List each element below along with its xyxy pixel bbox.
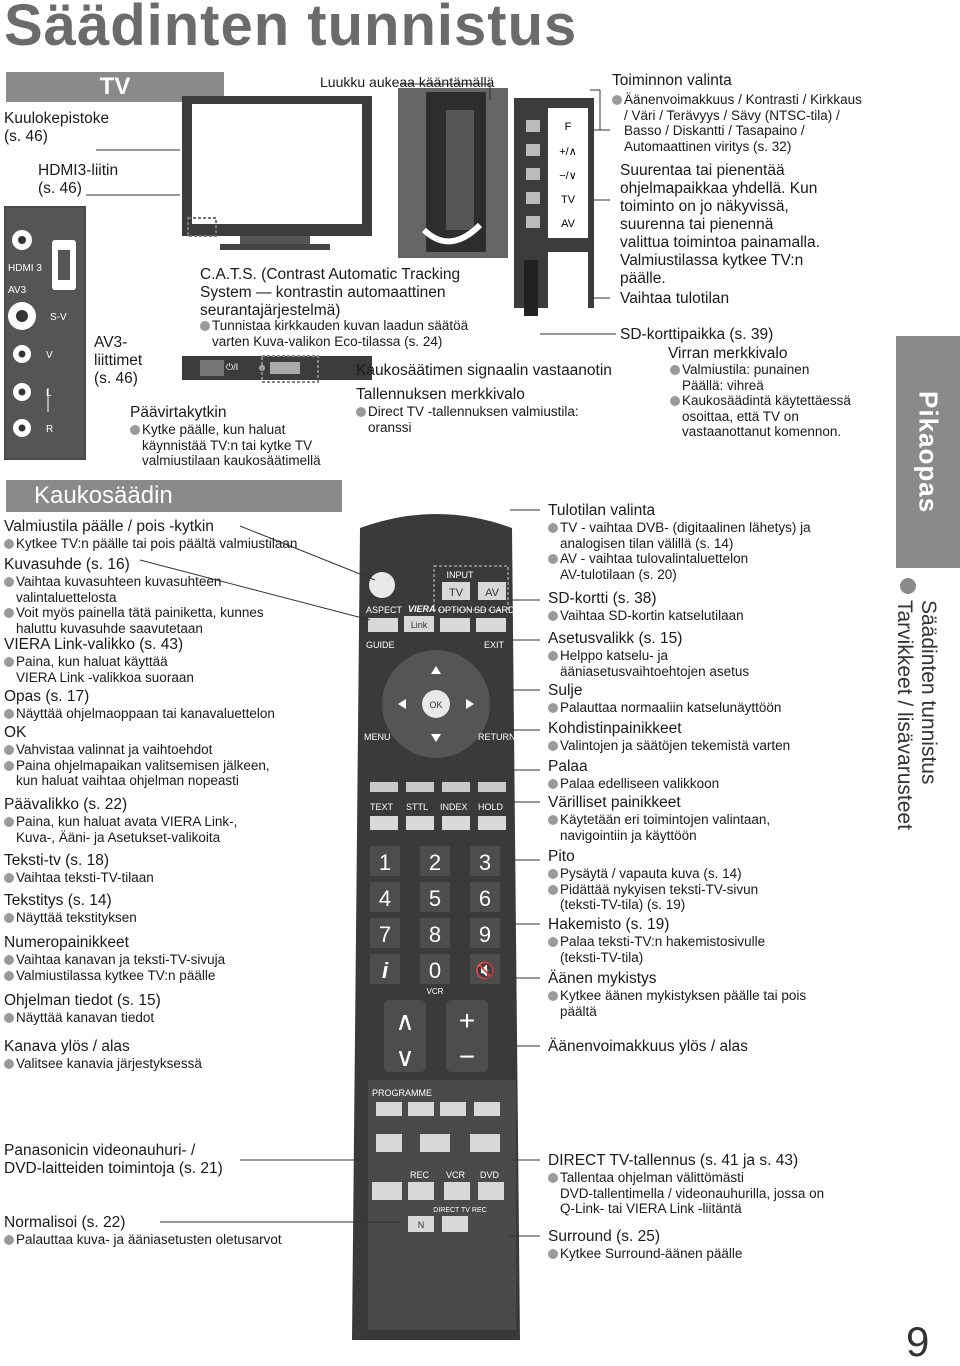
svg-text:+: + bbox=[458, 1005, 476, 1036]
remote-right-block bbox=[548, 720, 790, 754]
description-line bbox=[4, 1010, 161, 1026]
description-title: Teksti-tv (s. 18) bbox=[4, 852, 110, 869]
svg-text:9: 9 bbox=[478, 922, 492, 947]
description-line-text: Näyttää tekstityksen bbox=[16, 910, 137, 925]
svg-text:INPUT: INPUT bbox=[446, 570, 474, 580]
description-line-text: Kuva-, Ääni- ja Asetukset-valikoita bbox=[16, 829, 221, 845]
svg-text:N: N bbox=[417, 1220, 425, 1230]
description-line-text: Vaihtaa kuvasuhteen kuvasuhteen bbox=[16, 574, 222, 589]
svg-text:i: i bbox=[381, 958, 389, 983]
panel-btn-tv: TV bbox=[560, 194, 576, 206]
description-line bbox=[548, 551, 811, 567]
label-func-sub: Äänenvoimakkuus / Kontrasti / Kirkkaus / Väri / Terävyys / Sävy (NTSC-tila) / Basso / Diskantti / Tasapaino / Automaattinen viritys (s. 32) bbox=[612, 92, 862, 154]
description-line bbox=[548, 897, 758, 913]
description-line-text: Näyttää ohjelmaoppaan tai kanavaluettelon bbox=[16, 706, 275, 721]
label-rec-ind-sub: Direct TV -tallennuksen valmiustila: oranssi bbox=[356, 404, 579, 435]
description-line bbox=[4, 654, 194, 670]
description-line-text: analogisen tilan välillä (s. 14) bbox=[560, 535, 734, 551]
svg-text:RETURN: RETURN bbox=[478, 732, 516, 742]
description-line bbox=[4, 605, 264, 621]
remote-right-block bbox=[548, 682, 781, 716]
description-title: Äänenvoimakkuus ylös / alas bbox=[548, 1038, 748, 1055]
description-line bbox=[4, 1056, 202, 1072]
description-title: Tekstitys (s. 14) bbox=[4, 892, 112, 909]
svg-text:7: 7 bbox=[378, 922, 392, 947]
description-line bbox=[548, 536, 811, 552]
svg-text:TEXT: TEXT bbox=[370, 802, 394, 812]
svg-text:OPTION: OPTION bbox=[438, 605, 473, 615]
description-line-text: Pidättää nykyisen teksti-TV-sivun bbox=[560, 881, 759, 897]
remote-sdcard-button[interactable] bbox=[476, 618, 506, 632]
description-line bbox=[4, 968, 225, 984]
remote-right-block bbox=[548, 970, 806, 1019]
description-line-text: Vaihtaa teksti-TV-tilaan bbox=[16, 870, 154, 885]
label-zoom: Suurentaa tai pienentää ohjelmapaikkaa yhdellä. Kun toiminto on jo näkyvissä, suurenna tai pienennä valittua toimintoa painamalla. Valmiustilassa kytkee TV:n päälle. bbox=[620, 162, 820, 287]
svg-text:GUIDE: GUIDE bbox=[366, 640, 395, 650]
description-line-text: Palaa teksti-TV:n hakemistosivulle bbox=[560, 934, 766, 949]
description-line-text: VIERA Link -valikkoa suoraan bbox=[16, 669, 194, 685]
side-nav-item-1[interactable]: Säädinten tunnistus bbox=[917, 600, 940, 785]
description-title: Päävalikko (s. 22) bbox=[4, 796, 128, 813]
description-line bbox=[548, 866, 758, 882]
label-receiver: Kaukosäätimen signaalin vastaanotin bbox=[356, 362, 612, 379]
side-dots bbox=[900, 578, 916, 596]
remote-power-button[interactable] bbox=[369, 572, 395, 598]
remote-left-block bbox=[4, 724, 270, 789]
description-line bbox=[548, 738, 790, 754]
remote-left-block bbox=[4, 556, 264, 636]
svg-text:3: 3 bbox=[478, 850, 492, 875]
description-title: DVD-laitteiden toimintoja (s. 21) bbox=[4, 1160, 223, 1177]
label-cats: C.A.T.S. (Contrast Automatic Tracking System — kontrastin automaattinen seurantajärjestelmä) bbox=[200, 266, 461, 319]
description-line bbox=[548, 1246, 742, 1262]
description-title: Äänen mykistys bbox=[548, 970, 657, 987]
panel-btn-down: −/∨ bbox=[559, 170, 577, 182]
description-line bbox=[548, 1004, 806, 1020]
svg-text:EXIT: EXIT bbox=[484, 640, 505, 650]
description-title: Pito bbox=[548, 848, 575, 865]
description-line bbox=[4, 574, 264, 590]
description-line-text: päältä bbox=[560, 1003, 597, 1019]
svg-text:0: 0 bbox=[428, 958, 442, 983]
description-line-text: Kytkee TV:n päälle tai pois päältä valmiustilaan bbox=[16, 536, 298, 551]
label-cats-sub: Tunnistaa kirkkauden kuvan laadun säätöä varten Kuva-valikon Eco-tilassa (s. 24) bbox=[200, 318, 468, 349]
description-title: Kohdistinpainikkeet bbox=[548, 720, 682, 737]
label-headphone: Kuulokepistoke (s. 46) bbox=[4, 110, 110, 145]
svg-text:2: 2 bbox=[428, 850, 442, 875]
panel-btn-av: AV bbox=[561, 218, 575, 230]
remote-left-block bbox=[4, 934, 225, 983]
side-nav-text bbox=[892, 600, 940, 830]
description-line-text: Valintojen ja säätöjen tekemistä varten bbox=[560, 738, 791, 753]
description-line bbox=[4, 742, 270, 758]
description-line-text: Näyttää kanavan tiedot bbox=[16, 1010, 155, 1025]
remote-right-block bbox=[548, 794, 770, 843]
description-line-text: Kytkee äänen mykistyksen päälle tai pois bbox=[560, 988, 807, 1003]
svg-text:REC: REC bbox=[410, 1170, 430, 1180]
port-label-hdmi: HDMI 3 bbox=[8, 263, 42, 274]
description-line-text: navigointiin ja käyttöön bbox=[560, 827, 697, 843]
svg-text:VIERA: VIERA bbox=[408, 604, 436, 614]
description-line bbox=[548, 700, 781, 716]
remote-right-block bbox=[548, 758, 719, 792]
tv-bottom-strip bbox=[182, 356, 372, 382]
svg-text:6: 6 bbox=[478, 886, 492, 911]
description-line-text: Voit myös painella tätä painiketta, kunnes bbox=[16, 605, 264, 620]
description-title: SD-kortti (s. 38) bbox=[548, 590, 657, 607]
remote-left-block bbox=[4, 992, 161, 1026]
description-line-text: AV-tulotilaan (s. 20) bbox=[560, 566, 677, 582]
port-label-l: L bbox=[46, 388, 52, 399]
description-line-text: Vaihtaa SD-kortin katselutilaan bbox=[560, 608, 744, 623]
description-title: Surround (s. 25) bbox=[548, 1228, 660, 1245]
description-line bbox=[4, 536, 297, 552]
remote-dvd-button[interactable] bbox=[478, 1182, 504, 1200]
description-line bbox=[548, 776, 719, 792]
svg-text:DIRECT TV REC: DIRECT TV REC bbox=[433, 1207, 487, 1214]
description-line bbox=[548, 828, 770, 844]
remote-left-block bbox=[4, 852, 154, 886]
page-number: 9 bbox=[906, 1318, 930, 1365]
description-line bbox=[4, 830, 237, 846]
description-line bbox=[548, 664, 749, 680]
svg-text:VCR: VCR bbox=[426, 987, 444, 996]
description-line bbox=[4, 773, 270, 789]
svg-text:🔇: 🔇 bbox=[475, 963, 495, 980]
description-title: Panasonicin videonauhuri- / bbox=[4, 1142, 196, 1159]
svg-text:HOLD: HOLD bbox=[478, 802, 504, 812]
port-label-sv: S-V bbox=[50, 312, 67, 323]
side-nav-item-2[interactable]: Tarvikkeet / lisävarusteet bbox=[893, 600, 916, 830]
description-line-text: haluttu kuvasuhde saavutetaan bbox=[16, 620, 203, 636]
description-line-text: Palauttaa normaaliin katselunäyttöön bbox=[560, 700, 782, 715]
description-line-text: Käytetään eri toimintojen valintaan, bbox=[560, 812, 771, 827]
description-title: Tulotilan valinta bbox=[548, 502, 656, 519]
remote-left-block bbox=[4, 1038, 202, 1072]
remote-left-block bbox=[4, 1142, 195, 1160]
svg-text:PROGRAMME: PROGRAMME bbox=[372, 1088, 433, 1098]
description-title: Asetusvalikk (s. 15) bbox=[548, 630, 683, 647]
description-line-text: Vaihtaa kanavan ja teksti-TV-sivuja bbox=[16, 952, 226, 967]
remote-index-button[interactable] bbox=[442, 816, 470, 830]
tv-front bbox=[182, 96, 372, 250]
svg-text:−: − bbox=[458, 1041, 476, 1072]
svg-text:∨: ∨ bbox=[395, 1042, 415, 1072]
description-line-text: Helppo katselu- ja bbox=[560, 648, 669, 663]
port-label-av3: AV3 bbox=[8, 285, 27, 296]
svg-text:DVD: DVD bbox=[480, 1170, 500, 1180]
remote-direct-tv-rec-button[interactable] bbox=[442, 1216, 468, 1232]
description-line-text: Valmiustilassa kytkee TV:n päälle bbox=[16, 967, 216, 983]
description-line bbox=[548, 520, 811, 536]
description-line bbox=[4, 758, 270, 774]
label-power-main: Päävirtakytkin bbox=[130, 404, 227, 421]
section-header-remote-label: Kaukosäädin bbox=[34, 482, 173, 509]
description-line bbox=[4, 1232, 282, 1248]
side-tab-pikaopas[interactable]: Pikaopas bbox=[913, 390, 944, 514]
svg-text:SD CARD: SD CARD bbox=[474, 605, 515, 615]
remote-left-block bbox=[4, 688, 275, 722]
description-line-text: Pysäytä / vapauta kuva (s. 14) bbox=[560, 866, 742, 881]
remote-rec-button[interactable] bbox=[408, 1182, 434, 1200]
panel-btn-f: F bbox=[564, 121, 572, 133]
label-sd: SD-korttipaikka (s. 39) bbox=[620, 326, 774, 343]
svg-text:STTL: STTL bbox=[406, 802, 429, 812]
tv-side-door bbox=[398, 88, 508, 258]
description-title: Opas (s. 17) bbox=[4, 688, 90, 705]
description-title: Sulje bbox=[548, 682, 583, 699]
description-line-text: Palaa edelliseen valikkoon bbox=[560, 776, 720, 791]
label-hdmi: HDMI3-liitin (s. 46) bbox=[38, 162, 119, 197]
description-line bbox=[548, 934, 765, 950]
remote-hold-button[interactable] bbox=[478, 816, 506, 830]
svg-text:TV: TV bbox=[448, 587, 464, 599]
description-line bbox=[548, 950, 765, 966]
svg-text:AV: AV bbox=[485, 587, 499, 599]
label-power-sub: Kytke päälle, kun haluat käynnistää TV:n tai kytke TV valmiustilaan kaukosäätimellä bbox=[130, 422, 321, 469]
description-line-text: Palauttaa kuva- ja ääniasetusten oletusarvot bbox=[16, 1232, 282, 1247]
svg-text:∧: ∧ bbox=[395, 1006, 415, 1036]
svg-text:MENU: MENU bbox=[364, 732, 391, 742]
description-title: DIRECT TV-tallennus (s. 41 ja s. 43) bbox=[548, 1152, 799, 1169]
port-label-v: V bbox=[46, 350, 53, 361]
svg-text:Link: Link bbox=[410, 620, 428, 630]
remote-right-block bbox=[548, 1152, 824, 1217]
remote-left-block bbox=[4, 892, 137, 926]
description-line-text: valintaluettelosta bbox=[16, 589, 117, 605]
remote-sttl-button[interactable] bbox=[406, 816, 434, 830]
description-line bbox=[548, 648, 749, 664]
remote-vcr-button[interactable] bbox=[444, 1182, 470, 1200]
description-title: Numeropainikkeet bbox=[4, 934, 129, 951]
remote-option-button[interactable] bbox=[440, 618, 470, 632]
svg-text:ASPECT: ASPECT bbox=[366, 605, 403, 615]
svg-text:5: 5 bbox=[428, 886, 442, 911]
description-line-text: (teksti-TV-tila) bbox=[560, 949, 644, 965]
remote-vcr-power-button[interactable] bbox=[372, 1182, 402, 1200]
remote-right-block bbox=[548, 502, 811, 582]
description-line-text: (teksti-TV-tila) (s. 19) bbox=[560, 897, 686, 912]
description-line-text: Paina, kun haluat käyttää bbox=[16, 654, 168, 669]
tv-side-panel bbox=[4, 206, 86, 460]
remote-left-block bbox=[4, 1214, 282, 1248]
remote-left-block bbox=[4, 636, 194, 685]
description-line-text: Tallentaa ohjelman välittömästi bbox=[560, 1170, 744, 1185]
svg-text:INDEX: INDEX bbox=[440, 802, 468, 812]
port-label-r: R bbox=[46, 424, 54, 435]
description-line bbox=[4, 870, 154, 886]
description-line bbox=[548, 567, 811, 583]
description-line bbox=[548, 1186, 824, 1202]
description-line bbox=[4, 952, 225, 968]
remote-right-block bbox=[548, 916, 765, 965]
tv-power-switch-label: ⏻/I bbox=[226, 362, 239, 372]
label-power-ind-sub: Valmiustila: punainen Päällä: vihreä Kaukosäädintä käytettäessä osoittaa, että TV on vastaanottanut komennon. bbox=[670, 362, 851, 440]
description-title: OK bbox=[4, 724, 27, 741]
description-line bbox=[548, 608, 744, 624]
description-line bbox=[4, 670, 194, 686]
svg-text:8: 8 bbox=[428, 922, 442, 947]
panel-btn-up: +/∧ bbox=[559, 146, 577, 158]
description-line bbox=[548, 882, 758, 898]
description-title: VIERA Link-valikko (s. 43) bbox=[4, 636, 184, 653]
svg-text:4: 4 bbox=[378, 886, 392, 911]
description-line bbox=[4, 706, 275, 722]
label-power-ind: Virran merkkivalo bbox=[668, 345, 788, 362]
label-av3: AV3- liittimet (s. 46) bbox=[94, 334, 143, 387]
description-line-text: Valitsee kanavia järjestyksessä bbox=[16, 1056, 202, 1071]
description-title: Normalisoi (s. 22) bbox=[4, 1214, 126, 1231]
page-title: Säädinten tunnistus bbox=[4, 0, 578, 58]
remote-right-block bbox=[548, 1228, 742, 1262]
label-func-sel: Toiminnon valinta bbox=[612, 72, 732, 89]
remote-left-block bbox=[4, 1160, 223, 1178]
label-rec-ind: Tallennuksen merkkivalo bbox=[356, 386, 525, 403]
label-luukku: Luukku aukeaa kääntämällä bbox=[320, 74, 495, 90]
description-line-text: TV - vaihtaa DVB- (digitaalinen lähetys) ja bbox=[560, 520, 811, 535]
remote-right-block bbox=[548, 1038, 748, 1056]
description-line bbox=[548, 1170, 824, 1186]
tv-right-panel bbox=[514, 98, 594, 316]
description-line-text: Paina ohjelmapaikan valitsemisen jälkeen, bbox=[16, 757, 270, 773]
remote-aspect-button[interactable] bbox=[368, 618, 398, 632]
description-line bbox=[4, 590, 264, 606]
remote-text-button[interactable] bbox=[370, 816, 398, 830]
description-line-text: Q-Link- tai VIERA Link -liitäntä bbox=[560, 1201, 742, 1216]
description-line bbox=[4, 621, 264, 637]
description-line-text: DVD-tallentimella / videonauhurilla, jossa on bbox=[560, 1185, 825, 1201]
description-line-text: Paina, kun haluat avata VIERA Link-, bbox=[16, 814, 238, 829]
description-title: Kuvasuhde (s. 16) bbox=[4, 556, 130, 573]
description-line bbox=[4, 814, 237, 830]
description-line-text: Kytkee Surround-äänen päälle bbox=[560, 1246, 743, 1261]
description-line bbox=[548, 988, 806, 1004]
description-title: Hakemisto (s. 19) bbox=[548, 916, 670, 933]
description-title: Ohjelman tiedot (s. 15) bbox=[4, 992, 161, 1009]
section-header-tv: TV bbox=[6, 72, 224, 102]
description-title: Kanava ylös / alas bbox=[4, 1038, 130, 1055]
svg-text:1: 1 bbox=[378, 850, 392, 875]
remote-left-block bbox=[4, 518, 297, 552]
description-title: Värilliset painikkeet bbox=[548, 794, 681, 811]
description-line bbox=[548, 812, 770, 828]
description-line-text: AV - vaihtaa tulovalintaluettelon bbox=[560, 551, 749, 566]
label-input: Vaihtaa tulotilan bbox=[620, 290, 730, 307]
remote-right-block bbox=[548, 848, 758, 913]
description-line-text: kun haluat vaihtaa ohjelman nopeasti bbox=[16, 773, 239, 788]
description-title: Palaa bbox=[548, 758, 588, 775]
description-line bbox=[4, 910, 137, 926]
description-line bbox=[548, 1201, 824, 1217]
svg-text:OK: OK bbox=[429, 700, 443, 710]
remote-left-block bbox=[4, 796, 237, 845]
description-line-text: Vahvistaa valinnat ja vaihtoehdot bbox=[16, 742, 213, 757]
remote-right-block bbox=[548, 590, 744, 624]
description-title: Valmiustila päälle / pois -kytkin bbox=[4, 518, 214, 535]
remote-right-block bbox=[548, 630, 749, 679]
description-line-text: ääniasetusvaihtoehtojen asetus bbox=[560, 663, 750, 679]
svg-text:VCR: VCR bbox=[446, 1170, 466, 1180]
